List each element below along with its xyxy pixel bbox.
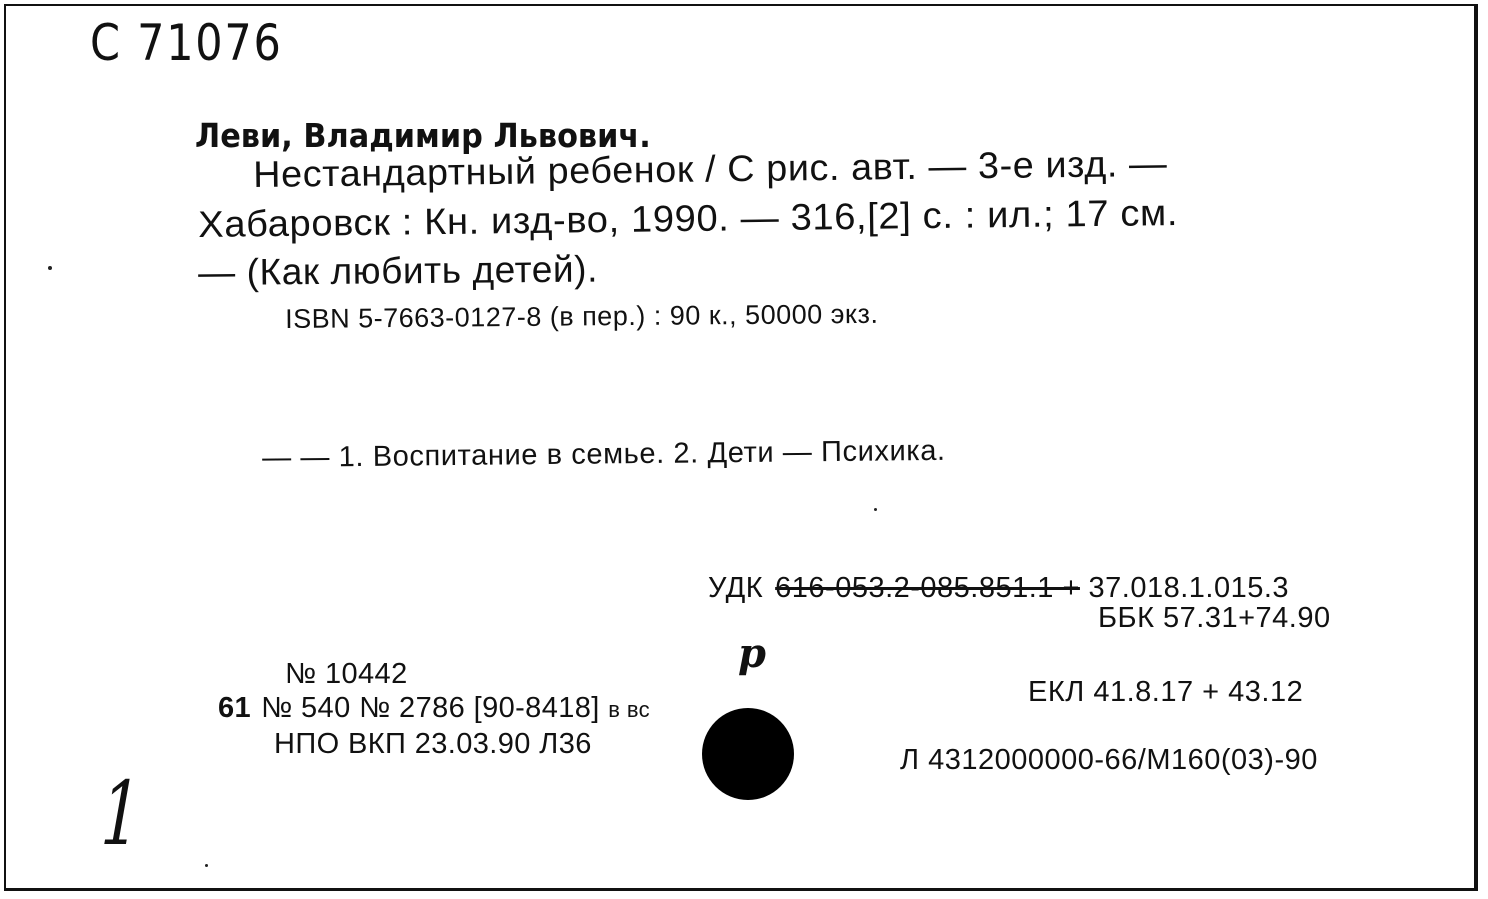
call-number: С 71076 [90,14,283,72]
bbk-classification: ББК 57.31+74.90 [1098,602,1331,634]
author-heading: Леви, Владимир Львович. [195,116,651,155]
title-line: Нестандартный ребенок / С рис. авт. — 3-е изд. — [253,142,1168,195]
speck-mark [874,508,877,511]
speck-mark [205,864,208,867]
handwritten-p-mark: р [738,630,766,677]
order-numbers: № 540 № 2786 [90-8418] [261,692,600,724]
udk-value: 37.018.1.015.3 [1088,572,1290,604]
udk-label: УДК [708,572,764,604]
subject-headings: — — 1. Воспитание в семье. 2. Дети — Психика. [262,434,946,474]
isbn-line: ISBN 5-7663-0127-8 (в пер.) : 90 к., 50000 экз. [285,298,879,334]
handwritten-number-mark: 1 [91,762,150,865]
speck-mark [48,266,52,270]
series-line: — (Как любить детей). [198,248,599,293]
print-number: № 10442 [285,658,408,690]
l-code: Л 4312000000-66/М160(03)-90 [900,744,1318,776]
order-line [218,692,650,725]
punch-hole [702,708,794,800]
order-prefix: 61 [218,692,252,724]
order-trail: в вс [608,697,651,722]
publisher-line: НПО ВКП 23.03.90 Л36 [274,728,592,760]
imprint-line: Хабаровск : Кн. изд-во, 1990. — 316,[2] с. : ил.; 17 см. [198,192,1179,245]
udk-struck-code: 616-053.2-085.851.1 + [775,572,1080,604]
ekl-classification: ЕКЛ 41.8.17 + 43.12 [1028,676,1304,708]
udk-classification [708,572,1289,605]
